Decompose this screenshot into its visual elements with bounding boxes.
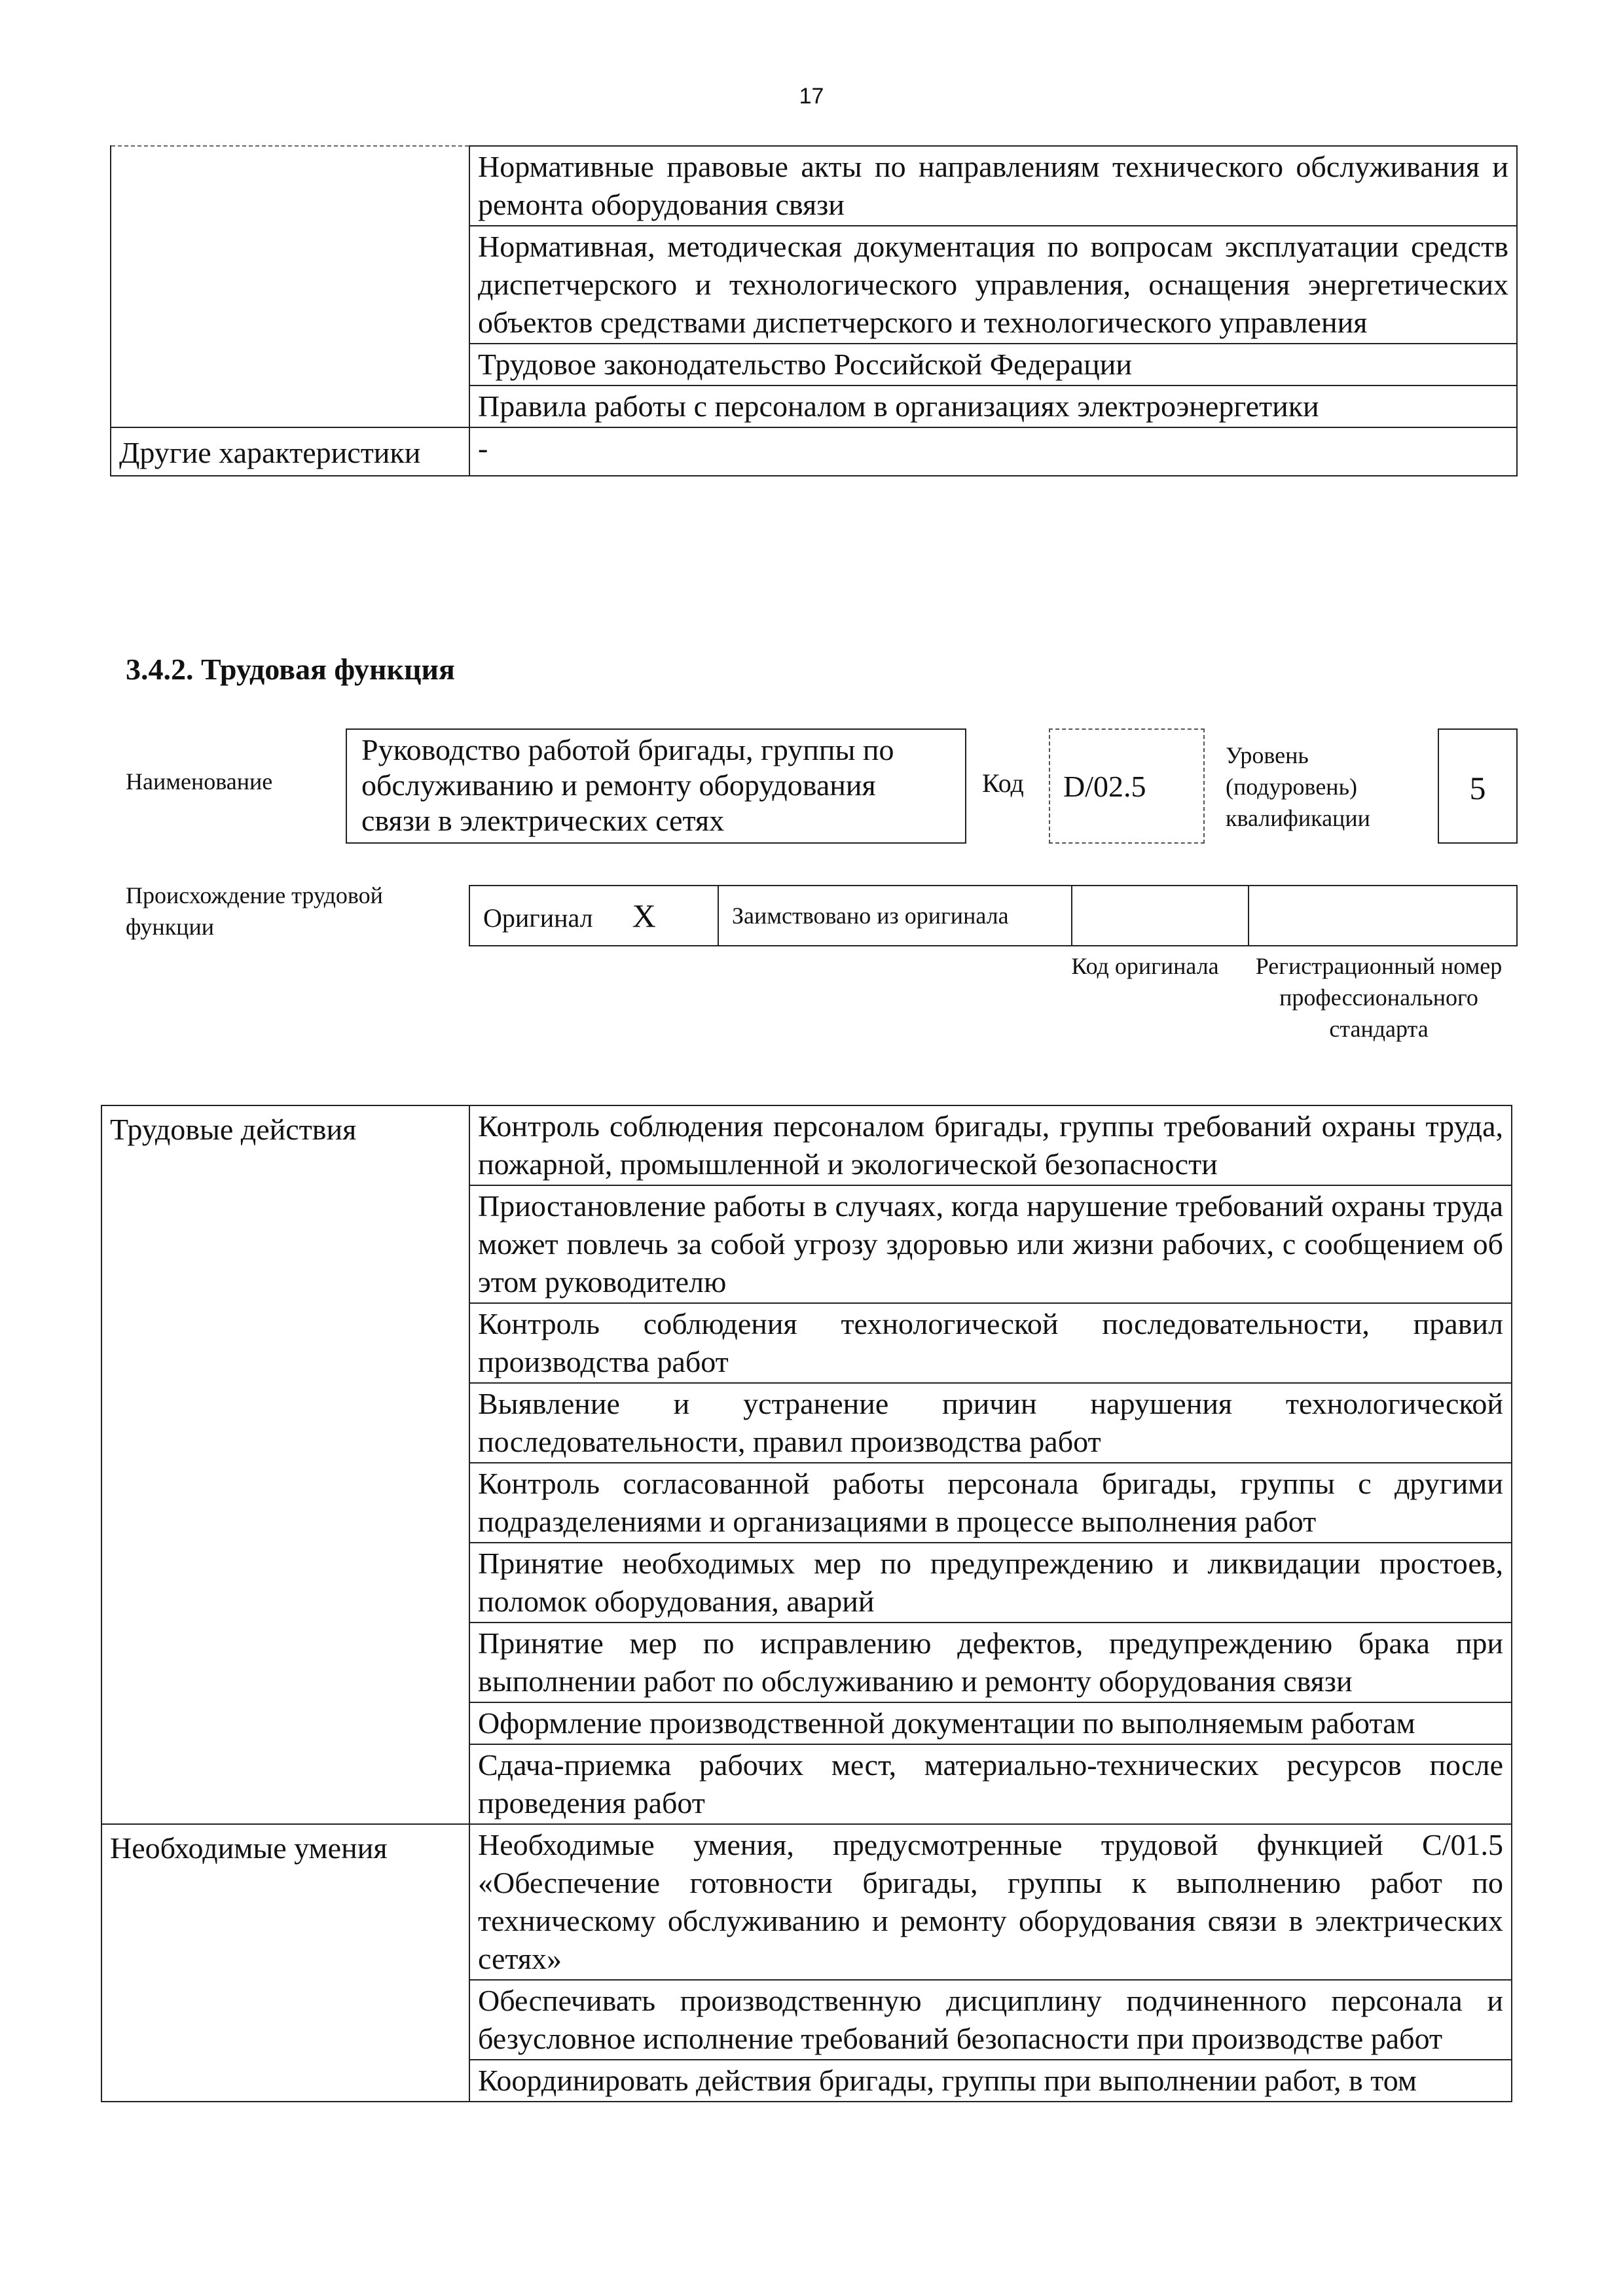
row-value: Нормативная, методическая документация по вопросам эксплуатации средств диспетчерского и технологического управления, оснащения энергетических объектов средствами диспетчерского и технологического управления bbox=[469, 226, 1517, 344]
row-value: - bbox=[469, 427, 1517, 476]
original-cell bbox=[469, 886, 718, 946]
original-mark: X bbox=[632, 897, 656, 934]
table-row bbox=[111, 146, 1517, 226]
group-item: Координировать действия бригады, группы при выполнении работ, в том bbox=[469, 2060, 1512, 2102]
group-item: Обеспечивать производственную дисциплину подчиненного персонала и безусловное исполнение требований безопасности при производстве работ bbox=[469, 1980, 1512, 2060]
level-value: 5 bbox=[1469, 770, 1486, 806]
function-name-value: Руководство работой бригады, группы по обслуживанию и ремонту оборудования связи в электрических сетях bbox=[361, 733, 894, 837]
section-heading: 3.4.2. Трудовая функция bbox=[126, 653, 455, 686]
group-item: Приостановление работы в случаях, когда нарушение требований охраны труда может повлечь за собой угрозу здоровью или жизни рабочих, с сообщением об этом руководителю bbox=[469, 1185, 1512, 1303]
group-item: Контроль соблюдения персоналом бригады, группы требований охраны труда, пожарной, промышленной и экологической безопасности bbox=[469, 1105, 1512, 1185]
row-label-other-characteristics: Другие характеристики bbox=[111, 427, 469, 476]
row-value: Правила работы с персоналом в организациях электроэнергетики bbox=[469, 386, 1517, 427]
group-item: Выявление и устранение причин нарушения технологической последовательности, правил производства работ bbox=[469, 1383, 1512, 1463]
row-value: Трудовое законодательство Российской Федерации bbox=[469, 344, 1517, 386]
function-name-box bbox=[346, 728, 966, 844]
code-value: D/02.5 bbox=[1063, 770, 1146, 803]
group-item: Необходимые умения, предусмотренные трудовой функцией С/01.5 «Обеспечение готовности бригады, группы к выполнению работ по техническому обслуживанию и ремонту оборудования связи в электрических сетях» bbox=[469, 1824, 1512, 1980]
borrowed-label: Заимствовано из оригинала bbox=[732, 903, 1009, 929]
qualification-level-label: Уровень (подуровень) квалификации bbox=[1226, 742, 1370, 831]
level-box bbox=[1438, 728, 1518, 844]
group-item: Контроль соблюдения технологической последовательности, правил производства работ bbox=[469, 1303, 1512, 1383]
group-label: Трудовые действия bbox=[101, 1105, 469, 1824]
origin-label: Происхождение трудовой функции bbox=[126, 882, 383, 940]
origin-table bbox=[469, 885, 1518, 946]
reg-number-caption: Регистрационный номер профессионального стандарта bbox=[1255, 953, 1503, 1042]
row-value: Нормативные правовые акты по направлениям технического обслуживания и ремонта оборудования связи bbox=[469, 146, 1517, 226]
table-row bbox=[111, 427, 1517, 476]
original-label: Оригинал bbox=[483, 903, 593, 933]
group-item: Оформление производственной документации по выполняемым работам bbox=[469, 1702, 1512, 1744]
name-label: Наименование bbox=[126, 768, 273, 795]
table-row bbox=[101, 1105, 1512, 1185]
code-original-cell bbox=[1072, 886, 1249, 946]
page-number: 17 bbox=[799, 84, 824, 109]
group-item: Принятие мер по исправлению дефектов, предупреждению брака при выполнении работ по обслуживанию и ремонту оборудования связи bbox=[469, 1623, 1512, 1702]
table-row bbox=[469, 886, 1517, 946]
labor-function-table-body bbox=[101, 1105, 1512, 2102]
code-label: Код bbox=[982, 768, 1024, 798]
group-item: Принятие необходимых мер по предупреждению и ликвидации простоев, поломок оборудования, аварий bbox=[469, 1543, 1512, 1623]
group-item: Сдача-приемка рабочих мест, материально-технических ресурсов после проведения работ bbox=[469, 1744, 1512, 1824]
row-label-empty bbox=[111, 146, 469, 427]
knowledge-continuation-table bbox=[110, 145, 1518, 476]
reg-number-cell bbox=[1249, 886, 1517, 946]
labor-function-table bbox=[101, 1105, 1512, 2102]
borrowed-cell bbox=[718, 886, 1072, 946]
group-label: Необходимые умения bbox=[101, 1824, 469, 2102]
code-original-caption: Код оригинала bbox=[1071, 953, 1219, 979]
code-box bbox=[1049, 728, 1205, 844]
table-row bbox=[101, 1824, 1512, 1980]
group-item: Контроль согласованной работы персонала бригады, группы с другими подразделениями и организациями в процессе выполнения работ bbox=[469, 1463, 1512, 1543]
